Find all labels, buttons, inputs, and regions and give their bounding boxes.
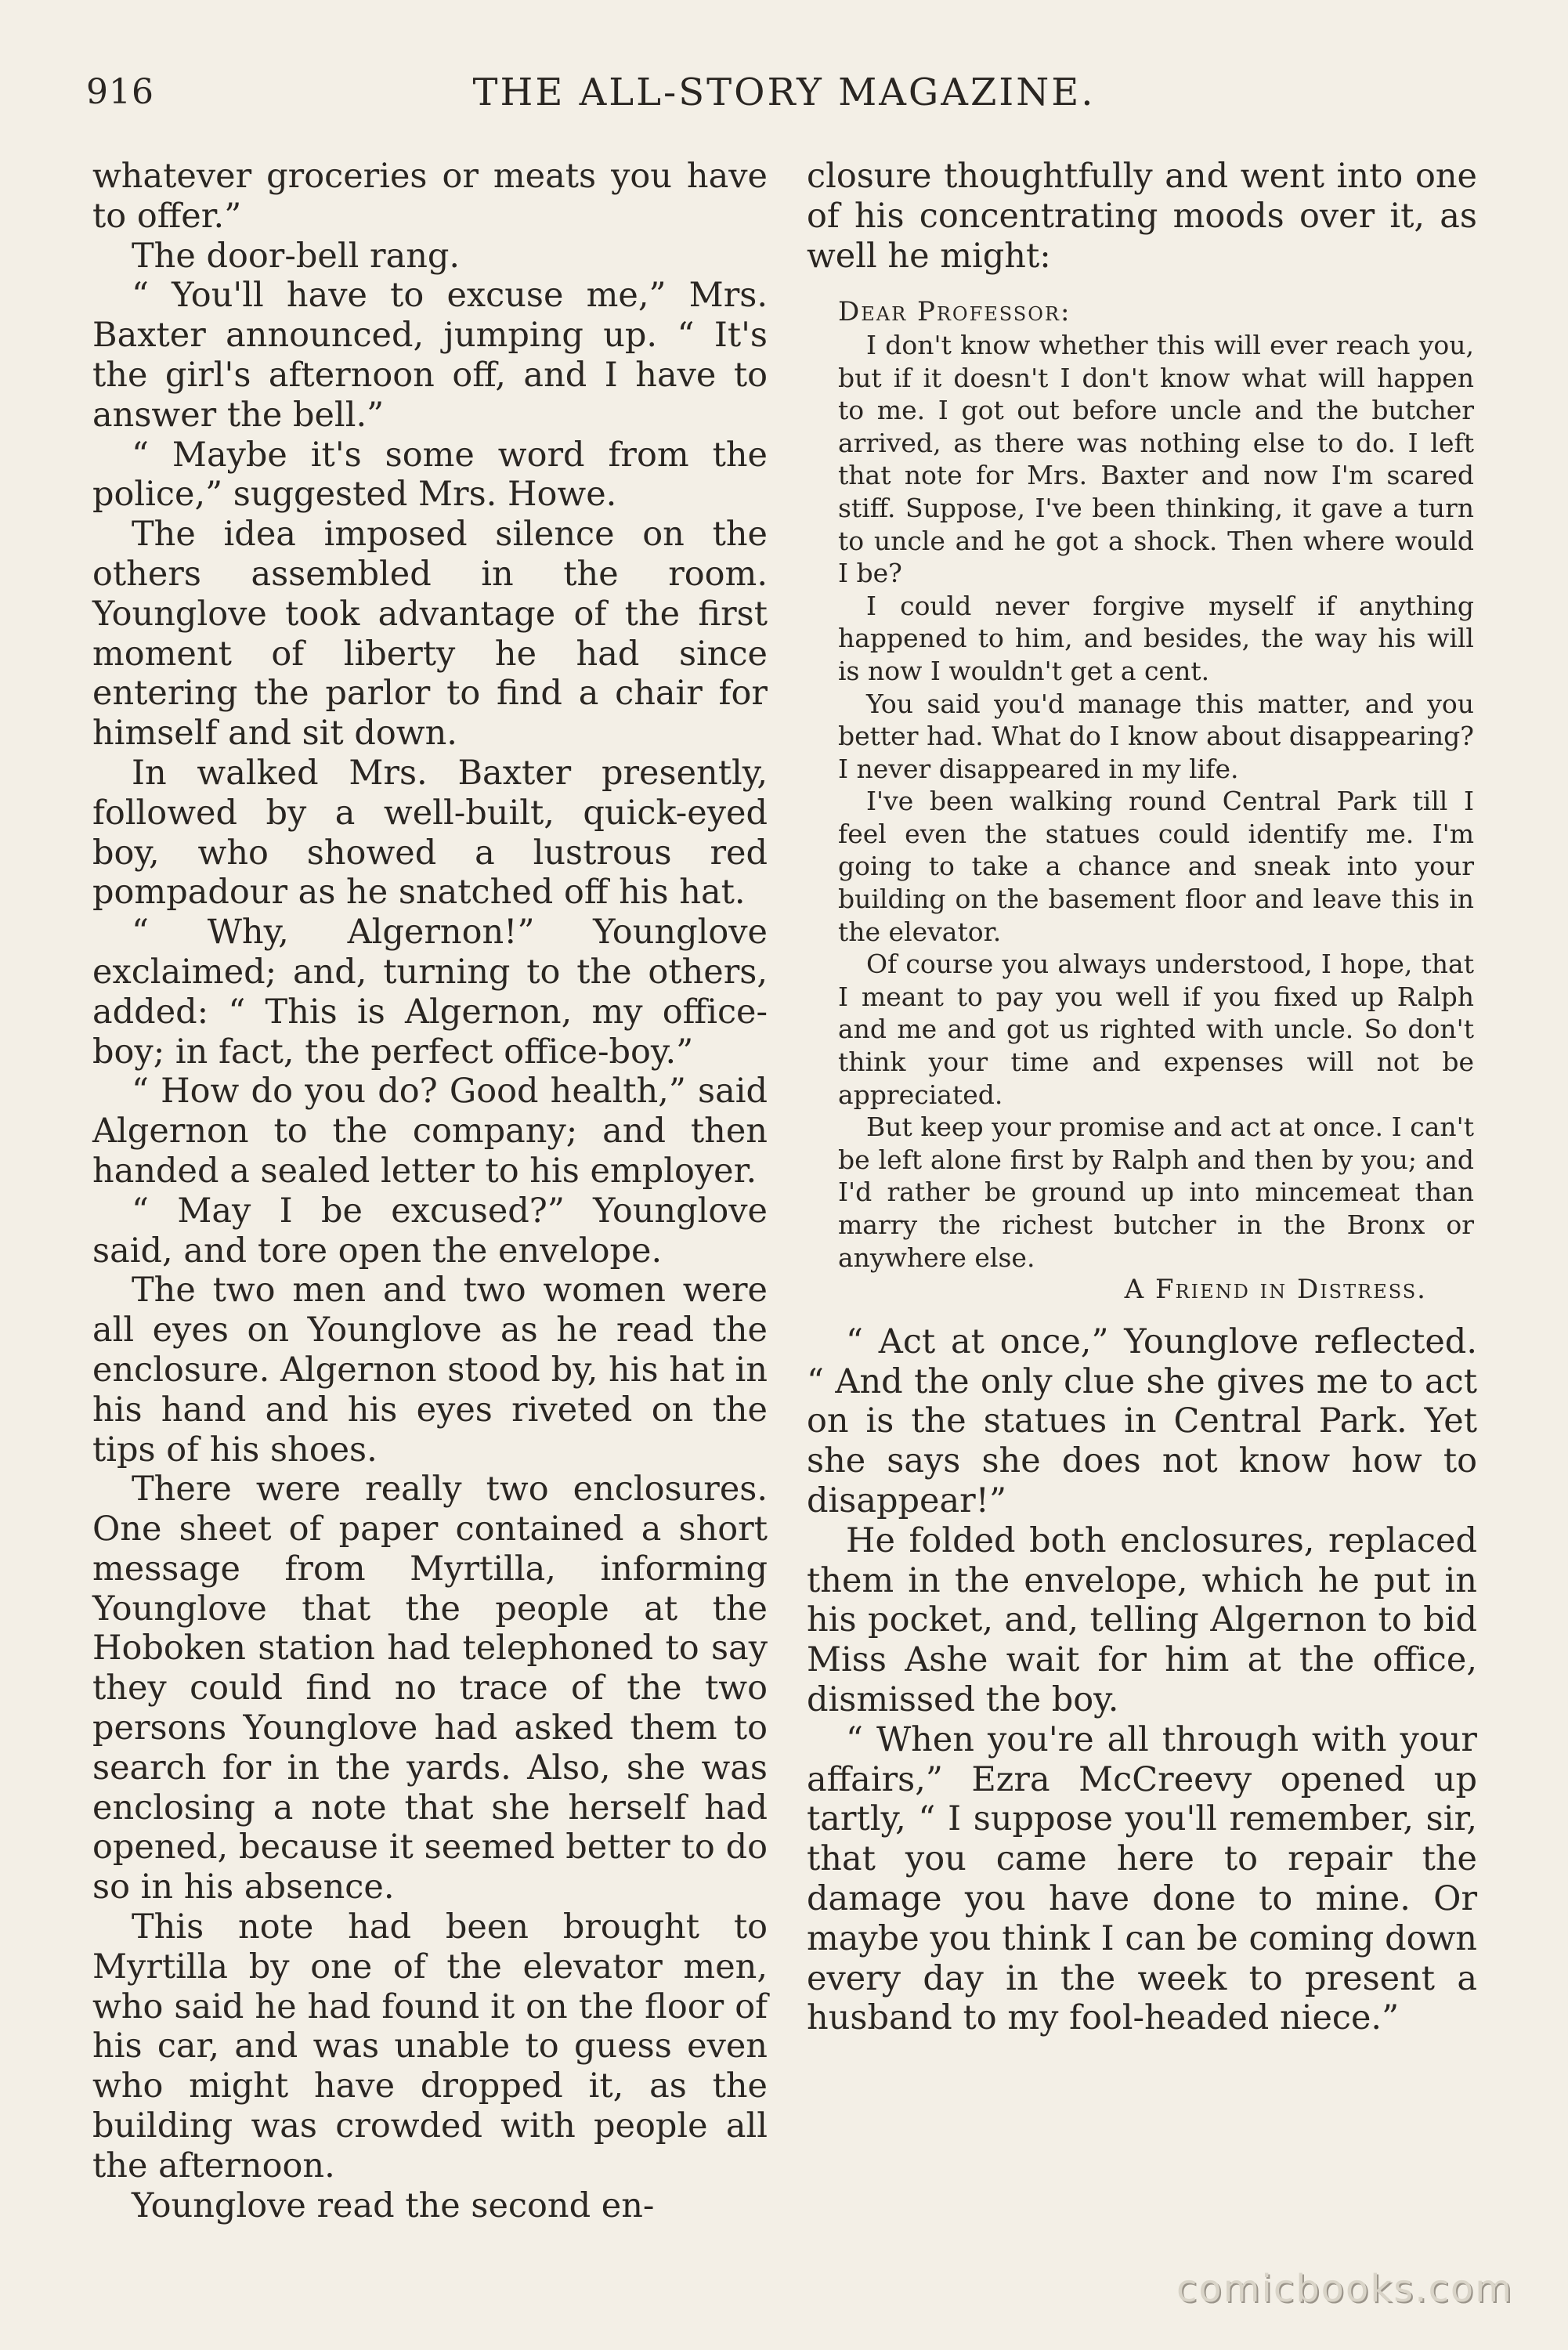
letter-paragraph: I don't know whether this will ever reach you, but if it doesn't I don't know what will happen to me. I got out before uncle and the butcher arrived, as there was nothing else to do. I left that note for Mrs. Baxter and now I'm scared stiff. Suppose, I've been thinking, it gave a turn to uncle and he got a shock. Then where would I be?	[838, 329, 1474, 589]
paragraph: The idea imposed silence on the others assembled in the room. Younglove took advantage of the first moment of liberty he had since entering the parlor to find a chair for himself and sit down.	[92, 515, 768, 754]
watermark-logo: comicbooks.com	[1176, 2267, 1513, 2311]
letter-signature: A Friend in Distress.	[1124, 1274, 1427, 1306]
paragraph: “ When you're all through with your affairs,” Ezra McCreevy opened up tartly, “ I suppose you'll remember, sir, that you came here to repair the damage you have done to mine. Or maybe you think I can be coming down every day in the week to present a husband to my fool-headed niece.”	[807, 1719, 1477, 2038]
paragraph: The door-bell rang.	[132, 236, 461, 276]
paragraph: “ Act at once,” Younglove reflected. “ And the only clue she gives me to act on is the statues in Central Park. Yet she says she does not know how to disappear!”	[807, 1321, 1477, 1520]
page-number: 916	[86, 72, 154, 112]
paragraph: “ You'll have to excuse me,” Mrs. Baxter announced, jumping up. “ It's the girl's afternoon off, and I have to answer the bell.”	[92, 276, 768, 435]
paragraph: “ Maybe it's some word from the police,” suggested Mrs. Howe.	[92, 435, 768, 515]
paragraph: “ How do you do? Good health,” said Algernon to the company; and then handed a sealed letter to his employer.	[92, 1072, 768, 1191]
letter-salutation: Dear Professor:	[838, 296, 1071, 328]
left-column	[92, 157, 768, 2225]
paragraph: closure thoughtfully and went into one of his concentrating moods over it, as well he might:	[807, 157, 1477, 276]
right-column	[807, 157, 1477, 2038]
quoted-letter	[838, 296, 1474, 1306]
letter-paragraph: I've been walking round Central Park till I feel even the statues could identify me. I'm going to take a chance and sneak into your building on the basement floor and leave this in the elevator.	[838, 786, 1474, 947]
paragraph: In walked Mrs. Baxter presently, followed by a well-built, quick-eyed boy, who showed a lustrous red pompadour as he snatched off his hat.	[92, 753, 768, 913]
paragraph: This note had been brought to Myrtilla by one of the elevator men, who said he had found it on the floor of his car, and was unable to guess even who might have dropped it, as the building was crowded with people all the afternoon.	[92, 1907, 768, 2186]
letter-paragraph: You said you'd manage this matter, and you better had. What do I know about disappearing? I never disappeared in my life.	[838, 688, 1474, 784]
letter-paragraph: But keep your promise and act at once. I can't be left alone first by Ralph and then by you; and I'd rather be ground up into mincemeat than marry the richest butcher in the Bronx or anywhere else.	[838, 1112, 1474, 1273]
paragraph: whatever groceries or meats you have to offer.”	[92, 157, 768, 236]
paragraph: He folded both enclosures, replaced them in the envelope, which he put in his pocket, and, telling Algernon to bid Miss Ashe wait for him at the office, dismissed the boy.	[807, 1520, 1477, 1719]
paragraph: The two men and two women were all eyes on Younglove as he read the enclosure. Algernon stood by, his hat in his hand and his eyes riveted on the tips of his shoes.	[92, 1271, 768, 1470]
paragraph: “ Why, Algernon!” Younglove exclaimed; and, turning to the others, added: “ This is Algernon, my office-boy; in fact, the perfect office-boy.”	[92, 913, 768, 1072]
letter-paragraph: Of course you always understood, I hope, that I meant to pay you well if you fixed up Ralph and me and got us righted with uncle. So don't think your time and expenses will not be appreciated.	[838, 949, 1474, 1110]
paragraph: Younglove read the second en-	[132, 2186, 655, 2225]
paragraph: “ May I be excused?” Younglove said, and tore open the envelope.	[92, 1191, 768, 1271]
letter-paragraph: I could never forgive myself if anything happened to him, and besides, the way his will is now I wouldn't get a cent.	[838, 590, 1474, 686]
running-head-title: THE ALL-STORY MAGAZINE.	[472, 70, 1096, 114]
paragraph: There were really two enclosures. One sheet of paper contained a short message from Myrtilla, informing Younglove that the people at the Hoboken station had telephoned to say they could find no trace of the two persons Younglove had asked them to search for in the yards. Also, she was enclosing a note that she herself had opened, because it seemed better to do so in his absence.	[92, 1470, 768, 1907]
